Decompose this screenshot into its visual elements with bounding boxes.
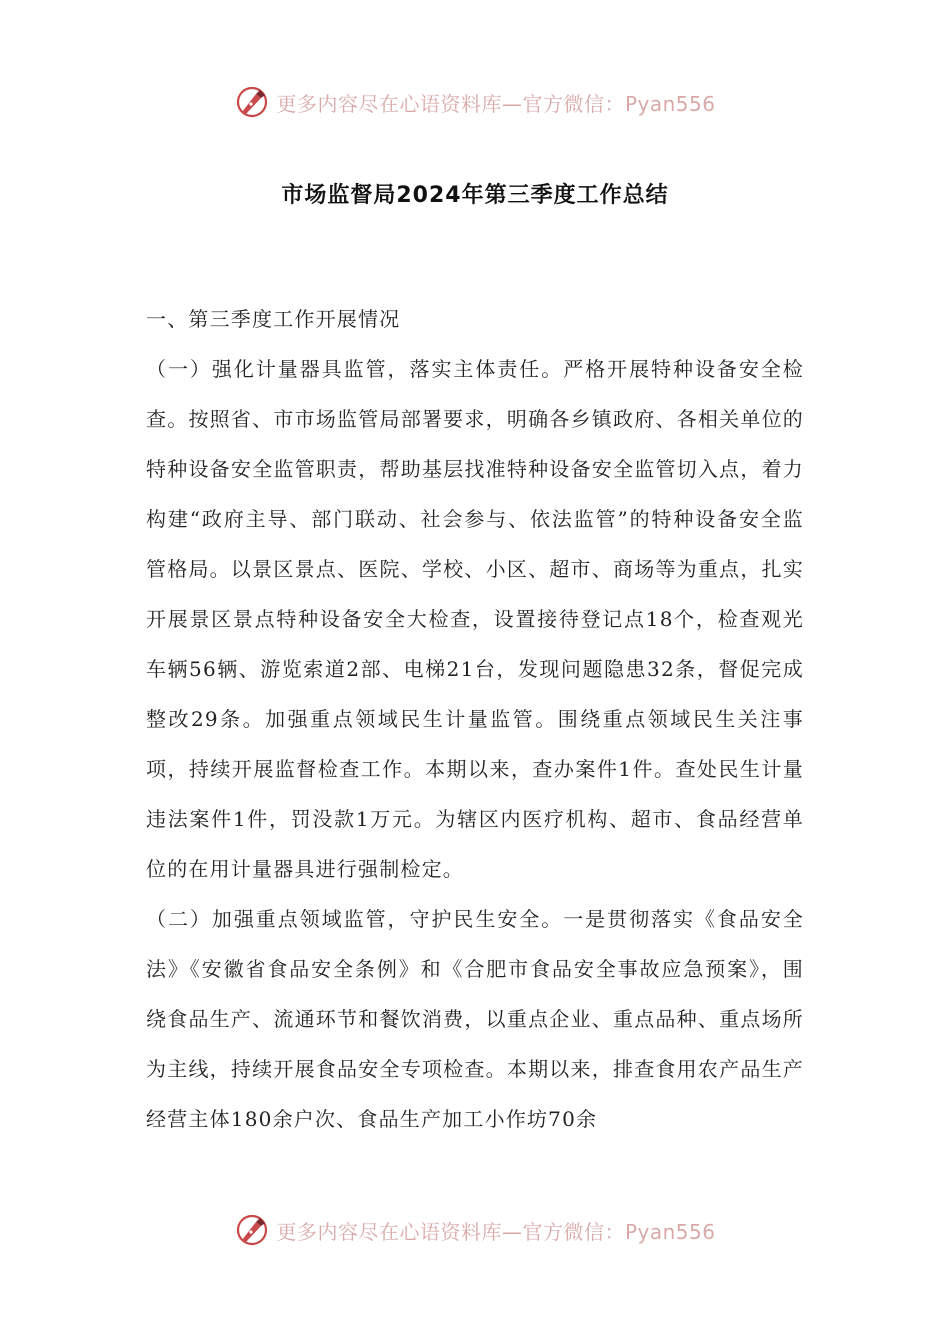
paragraph: （二）加强重点领域监管，守护民生安全。一是贯彻落实《食品安全法》《安徽省食品安全条例》和《合肥市食品安全事故应急预案》，围绕食品生产、流通环节和餐饮消费，以重点企业、重点品种、重点场所为主线，持续开展食品安全专项检查。本期以来，排查食用农产品生产经营主体180余户次、食品生产加工小作坊70余 — [146, 907, 804, 1131]
watermark-banner-top — [0, 82, 950, 122]
section-heading: 一、第三季度工作开展情况 — [146, 307, 401, 331]
pen-nib-logo-icon — [234, 1212, 270, 1248]
document-title: 市场监督局2024年第三季度工作总结 — [281, 183, 669, 208]
pen-nib-logo-icon — [234, 84, 270, 120]
document-body — [146, 294, 804, 1144]
watermark-text: 更多内容尽在心语资料库—官方微信：Pyan556 — [276, 1219, 716, 1244]
watermark-banner-bottom — [0, 1210, 950, 1250]
watermark-text: 更多内容尽在心语资料库—官方微信：Pyan556 — [276, 91, 716, 116]
paragraph: （一）强化计量器具监管，落实主体责任。严格开展特种设备安全检查。按照省、市市场监管局部署要求，明确各乡镇政府、各相关单位的特种设备安全监管职责，帮助基层找准特种设备安全监管切入点，着力构建“政府主导、部门联动、社会参与、依法监管”的特种设备安全监管格局。以景区景点、医院、学校、小区、超市、商场等为重点，扎实开展景区景点特种设备安全大检查，设置接待登记点18个，检查观光车辆56辆、游览索道2部、电梯21台，发现问题隐患32条，督促完成整改29条。加强重点领域民生计量监管。围绕重点领域民生关注事项，持续开展监督检查工作。本期以来，查办案件1件。查处民生计量违法案件1件，罚没款1万元。为辖区内医疗机构、超市、食品经营单位的在用计量器具进行强制检定。 — [146, 357, 804, 881]
